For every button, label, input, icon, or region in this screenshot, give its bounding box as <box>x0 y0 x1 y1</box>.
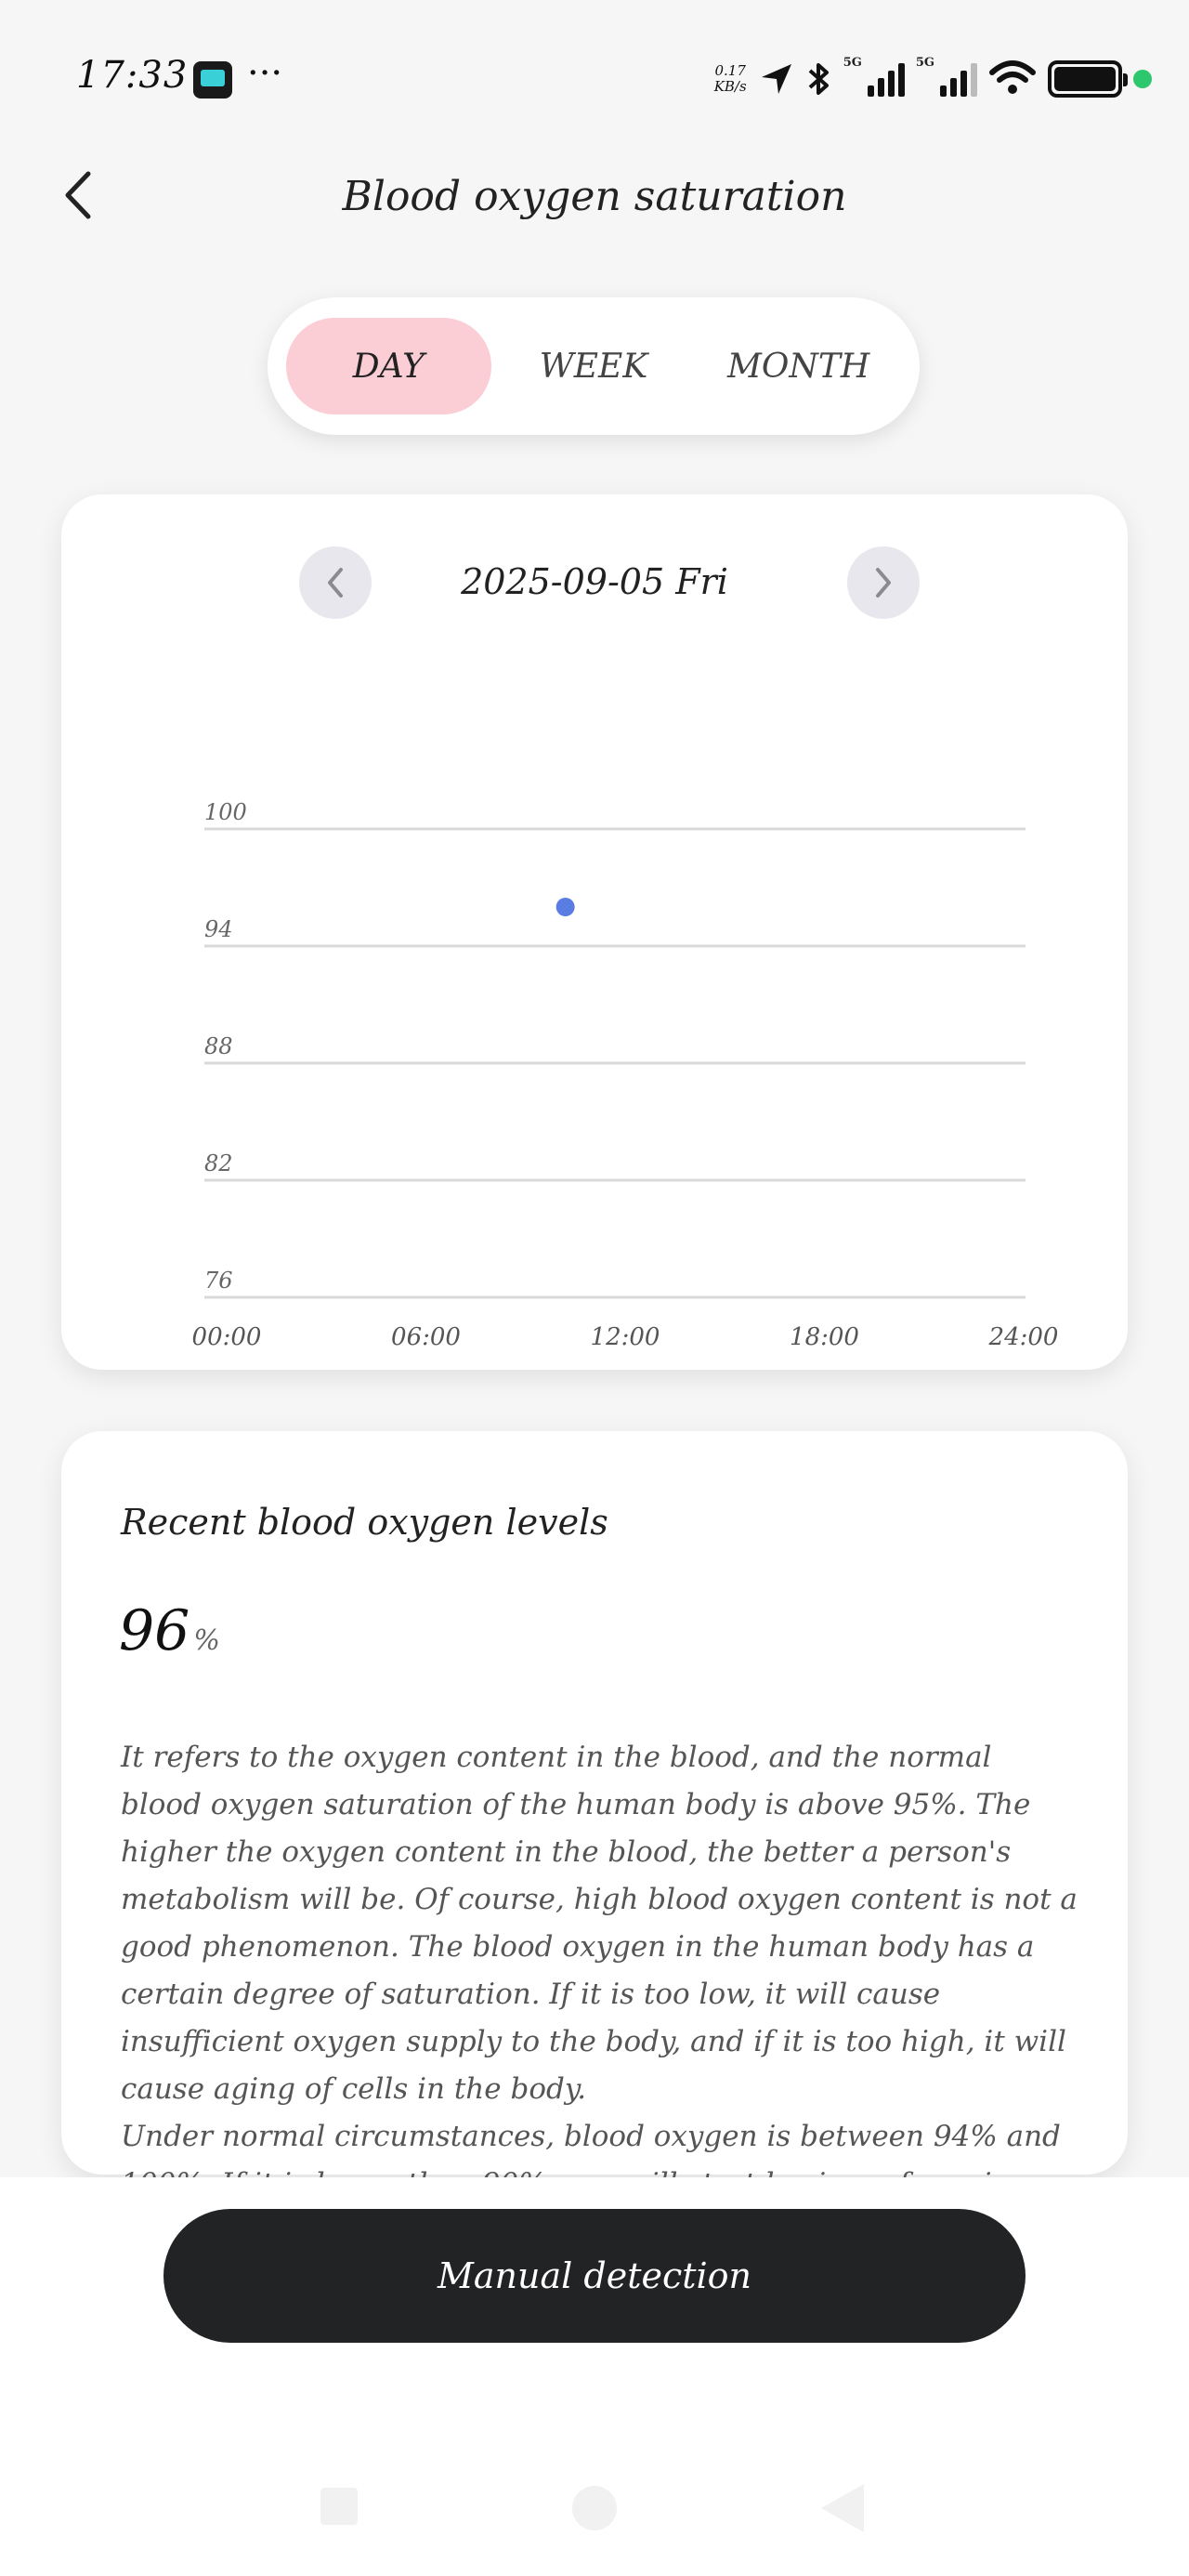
signal-5g-label: 5G <box>915 56 934 70</box>
x-tick-label: 18:00 <box>790 1323 859 1351</box>
location-icon <box>758 60 795 98</box>
chevron-right-icon <box>872 566 895 599</box>
recent-levels-card <box>61 1431 1128 2175</box>
recent-value <box>119 1598 220 1663</box>
x-tick-label: 12:00 <box>590 1323 660 1351</box>
period-tabs <box>268 297 920 435</box>
recents-icon[interactable] <box>320 2488 358 2525</box>
y-tick-label: 82 <box>204 1150 233 1176</box>
recent-value-number: 96 <box>119 1598 190 1663</box>
description-paragraph: It refers to the oxygen content in the blood, and the normal blood oxygen saturation of the human body is above 95%. The higher the oxygen content in the blood, the better a person's metabolism will be. Of course, high blood oxygen content is not a good phenomenon. The blood oxygen in the human body has a certain degree of saturation. If it is too low, it will cause insufficient oxygen supply to the body, and if it is too high, it will cause aging of cells in the body. <box>121 1741 1078 2106</box>
system-nav-bar <box>0 2473 1189 2547</box>
signal-bars-1-icon <box>868 61 905 97</box>
back-triangle-icon[interactable] <box>821 2484 864 2532</box>
date-label: 2025-09-05 Fri <box>461 561 728 602</box>
status-bar <box>0 0 1189 139</box>
y-tick-label: 100 <box>204 799 247 825</box>
chart-card <box>61 494 1128 1370</box>
tab-month[interactable]: MONTH <box>727 347 870 386</box>
battery-icon <box>1048 60 1122 98</box>
recent-levels-title: Recent blood oxygen levels <box>121 1502 608 1543</box>
signal-5g-label: 5G <box>843 56 862 70</box>
tab-day[interactable]: DAY <box>286 318 491 414</box>
recent-value-unit: % <box>193 1624 220 1657</box>
x-tick-label: 24:00 <box>988 1323 1059 1351</box>
more-notifications-icon: ··· <box>247 52 283 95</box>
signal-bars-2-icon <box>940 61 977 97</box>
privacy-indicator-dot <box>1133 70 1152 88</box>
bottom-bar <box>0 2177 1189 2576</box>
date-selector <box>61 543 1128 617</box>
description-text <box>121 1734 1078 2208</box>
x-tick-label: 06:00 <box>391 1323 461 1351</box>
wifi-icon <box>988 59 1037 99</box>
y-tick-label: 94 <box>204 916 233 942</box>
y-tick-label: 88 <box>204 1033 233 1059</box>
next-day-button[interactable] <box>847 546 920 619</box>
status-icons <box>714 56 1152 102</box>
x-tick-label: 00:00 <box>191 1323 262 1351</box>
blood-oxygen-chart <box>61 494 1128 1370</box>
data-point[interactable] <box>556 898 575 916</box>
page-title: Blood oxygen saturation <box>342 173 847 220</box>
tab-week[interactable]: WEEK <box>539 347 648 386</box>
bluetooth-icon <box>806 59 832 99</box>
network-speed: 0.17 KB/s <box>713 62 747 95</box>
home-icon[interactable] <box>572 2486 617 2530</box>
status-time: 17:33 <box>76 54 189 97</box>
manual-detection-button[interactable]: Manual detection <box>163 2209 1026 2343</box>
app-notification-icon <box>193 61 232 99</box>
y-tick-label: 76 <box>204 1268 233 1294</box>
description-paragraph: Under normal circumstances, blood oxygen is between 94% and <box>121 2120 1061 2153</box>
